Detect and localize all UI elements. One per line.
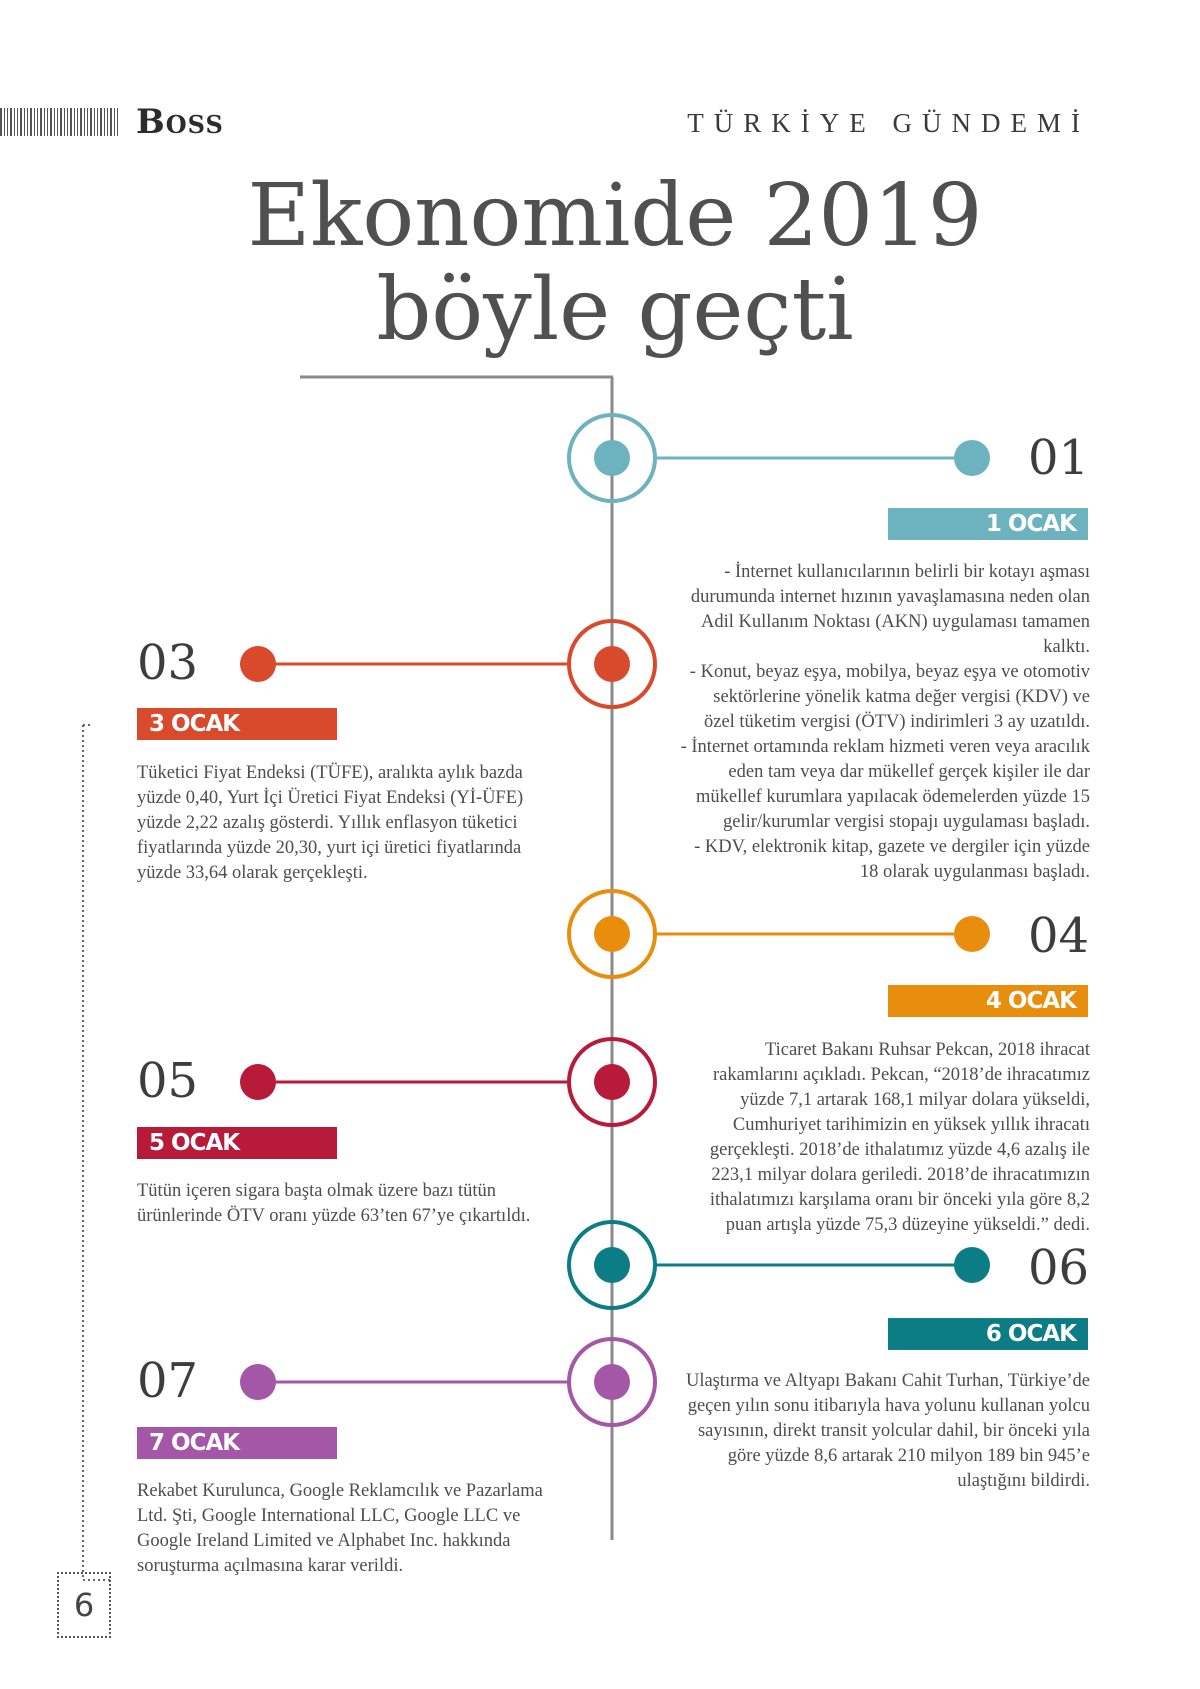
barcode-bar bbox=[27, 108, 28, 136]
marker-dot-04 bbox=[594, 916, 630, 952]
barcode-bar bbox=[80, 108, 82, 136]
event-01-paragraph: - İnternet kullanıcılarının belirli bir kotayı aşması durumunda internet hızının yavaşlamasına neden olan Adil Kullanım Noktası (AKN) uygulaması tamamen kalktı. bbox=[690, 562, 1090, 657]
event-number-04: 04 bbox=[1028, 908, 1090, 964]
marker-dot-03 bbox=[594, 646, 630, 682]
timeline-marker-07 bbox=[240, 1339, 655, 1425]
timeline-marker-05 bbox=[240, 1039, 655, 1125]
barcode-bar bbox=[4, 108, 5, 136]
page-title-line1: Ekonomide 2019 bbox=[247, 166, 983, 266]
barcode-bar bbox=[60, 108, 62, 136]
event-date-01: 1 OCAK bbox=[888, 508, 1088, 540]
section-title: TÜRKİYE GÜNDEMİ bbox=[687, 108, 1090, 138]
barcode-bar bbox=[94, 108, 95, 136]
barcode-bar bbox=[64, 108, 65, 136]
barcode-bar bbox=[37, 108, 38, 136]
timeline-marker-03 bbox=[240, 621, 655, 707]
barcode-bar bbox=[70, 108, 72, 136]
event-text-05 bbox=[137, 1179, 542, 1229]
event-text-01 bbox=[680, 560, 1090, 885]
barcode-bar bbox=[44, 108, 45, 136]
marker-end-dot-03 bbox=[240, 646, 276, 682]
timeline-marker-01 bbox=[569, 415, 990, 501]
marker-end-dot-01 bbox=[954, 440, 990, 476]
event-number-05: 05 bbox=[137, 1053, 199, 1109]
barcode-bar bbox=[87, 108, 88, 136]
event-text-04 bbox=[680, 1038, 1090, 1238]
event-date-04: 4 OCAK bbox=[888, 985, 1088, 1017]
barcode-bar bbox=[24, 108, 25, 136]
event-number-01: 01 bbox=[1028, 430, 1090, 486]
marker-end-dot-04 bbox=[954, 916, 990, 952]
event-01-paragraph: - KDV, elektronik kitap, gazete ve dergiler için yüzde 18 olarak uygulanması başladı. bbox=[694, 837, 1090, 882]
barcode-bar bbox=[20, 108, 22, 136]
barcode-bar bbox=[84, 108, 85, 136]
barcode-bar bbox=[110, 108, 112, 136]
barcode-bar bbox=[104, 108, 105, 136]
brand-logo: Boss bbox=[136, 102, 224, 142]
barcode-bar bbox=[17, 108, 18, 136]
barcode-bar bbox=[54, 108, 55, 136]
barcode-bar bbox=[74, 108, 75, 136]
event-text-07 bbox=[137, 1479, 557, 1579]
page-title-line2: böyle geçti bbox=[376, 260, 854, 360]
barcode-bar bbox=[34, 108, 35, 136]
event-text-03 bbox=[137, 761, 542, 886]
marker-end-dot-06 bbox=[954, 1247, 990, 1283]
marker-dot-01 bbox=[594, 440, 630, 476]
barcode-bar bbox=[100, 108, 102, 136]
page-number: 6 bbox=[57, 1572, 111, 1638]
event-number-06: 06 bbox=[1028, 1240, 1090, 1296]
event-07-paragraph: Rekabet Kurulunca, Google Reklamcılık ve Pazarlama Ltd. Şti, Google International LLC, Google LLC ve Google Ireland Limited ve Alphabet Inc. hakkında soruşturma açılmasına karar verildi. bbox=[137, 1481, 543, 1576]
marker-dot-07 bbox=[594, 1364, 630, 1400]
event-06-paragraph: Ulaştırma ve Altyapı Bakanı Cahit Turhan, Türkiye’de geçen yılın sonu itibarıyla hava yolunu kullanan yolcu sayısının, direkt transit yolcular dahil, bir önceki yıla göre yüzde 8,6 artarak 210 milyon 189 bin 945’e ulaştığını bildirdi. bbox=[685, 1371, 1090, 1491]
event-number-03: 03 bbox=[137, 635, 199, 691]
barcode-bar bbox=[14, 108, 15, 136]
barcode-bar bbox=[30, 108, 32, 136]
barcode-bar bbox=[50, 108, 52, 136]
event-05-paragraph: Tütün içeren sigara başta olmak üzere bazı tütün ürünlerinde ÖTV oranı yüzde 63’ten 67’ye çıkartıldı. bbox=[137, 1181, 531, 1226]
marker-dot-06 bbox=[594, 1247, 630, 1283]
barcode-bar bbox=[107, 108, 108, 136]
barcode-bar bbox=[40, 108, 42, 136]
barcode-bar bbox=[0, 108, 2, 136]
event-01-paragraph: - İnternet ortamında reklam hizmeti veren veya aracılık eden tam veya dar mükellef gerçek kişiler ile dar mükellef kurumlara yapılacak ödemelerden yüzde 15 gelir/kurumlar vergisi stopajı uygulaması başladı. bbox=[680, 737, 1090, 832]
barcode-bar bbox=[10, 108, 12, 136]
barcode-decoration bbox=[0, 108, 120, 136]
barcode-bar bbox=[117, 108, 118, 136]
event-number-07: 07 bbox=[137, 1353, 199, 1409]
barcode-bar bbox=[97, 108, 98, 136]
marker-end-dot-05 bbox=[240, 1064, 276, 1100]
timeline-marker-04 bbox=[569, 891, 990, 977]
marker-end-dot-07 bbox=[240, 1364, 276, 1400]
event-text-06 bbox=[680, 1369, 1090, 1494]
event-01-paragraph: - Konut, beyaz eşya, mobilya, beyaz eşya ve otomotiv sektörlerine yönelik katma değer vergisi (KDV) ve özel tüketim vergisi (ÖTV) indirimleri 3 ay uzatıldı. bbox=[689, 662, 1090, 732]
barcode-bar bbox=[7, 108, 8, 136]
marker-dot-05 bbox=[594, 1064, 630, 1100]
barcode-bar bbox=[90, 108, 92, 136]
event-date-03: 3 OCAK bbox=[137, 708, 337, 740]
barcode-bar bbox=[77, 108, 78, 136]
barcode-bar bbox=[67, 108, 68, 136]
event-date-06: 6 OCAK bbox=[888, 1318, 1088, 1350]
event-03-paragraph: Tüketici Fiyat Endeksi (TÜFE), aralıkta aylık bazda yüzde 0,40, Yurt İçi Üretici Fiyat Endeksi (Yİ-ÜFE) yüzde 2,22 azalış gösterdi. Yıllık enflasyon tüketici fiyatlarında yüzde 20,30, yurt içi üretici fiyatlarında yüzde 33,64 olarak gerçekleşti. bbox=[137, 763, 524, 883]
event-date-07: 7 OCAK bbox=[137, 1427, 337, 1459]
event-date-05: 5 OCAK bbox=[137, 1127, 337, 1159]
barcode-bar bbox=[47, 108, 48, 136]
event-04-paragraph: Ticaret Bakanı Ruhsar Pekcan, 2018 ihracat rakamlarını açıkladı. Pekcan, “2018’de ihracatımız yüzde 7,1 artarak 168,1 milyar dolara yükseldi, Cumhuriyet tarihimizin en yüksek yıllık ihracatı gerçekleşti. 2018’de ithalatımız yüzde 4,6 azalış ile 223,1 milyar dolara geriledi. 2018’de ihracatımızın ithalatımızı karşılama oranı bir önceki yıla göre 8,2 puan artışla yüzde 75,3 düzeyine yükseldi.” dedi. bbox=[709, 1040, 1090, 1235]
barcode-bar bbox=[114, 108, 115, 136]
barcode-bar bbox=[57, 108, 58, 136]
